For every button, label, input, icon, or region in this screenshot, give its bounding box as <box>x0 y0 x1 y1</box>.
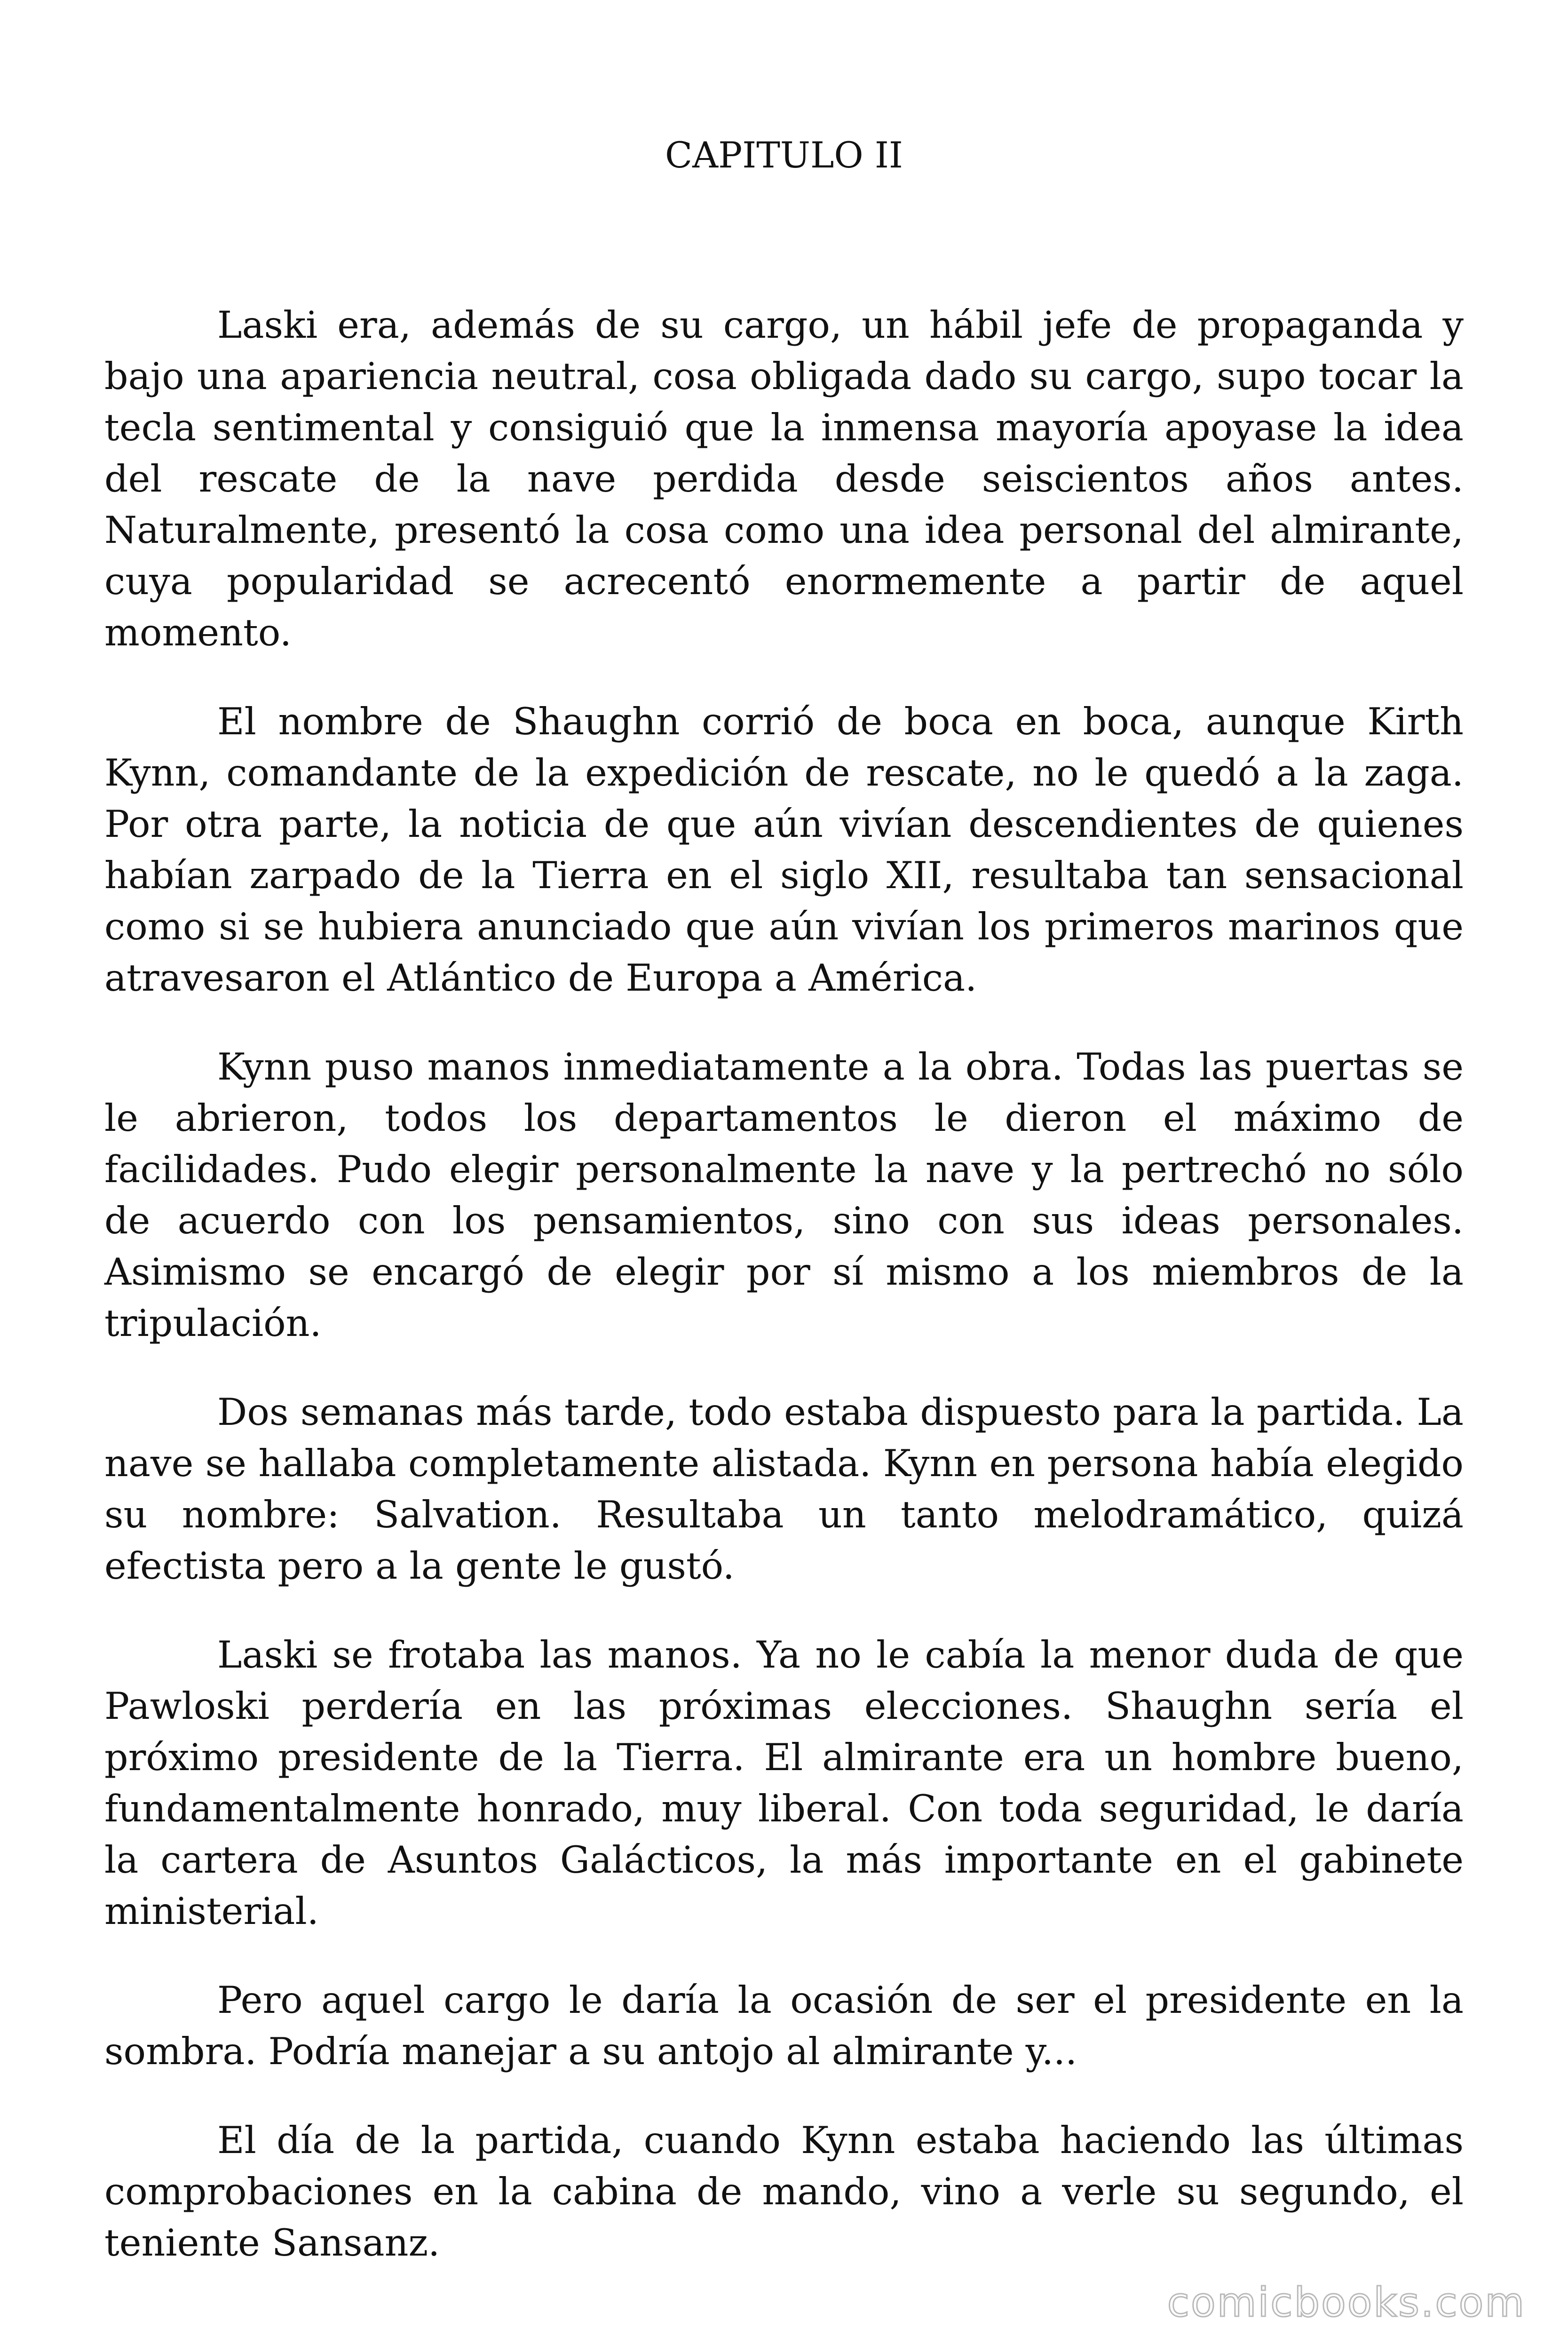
paragraph: El nombre de Shaughn corrió de boca en boca, aunque Kirth Kynn, comandante de la expedición de rescate, no le quedó a la zaga. Por otra parte, la noticia de que aún vivían descendientes de quienes habían zarpado de la Tierra en el siglo XII, resultaba tan sensacional como si se hubiera anunciado que aún vivían los primeros marinos que atravesaron el Atlántico de Europa a América. <box>104 700 1464 1000</box>
paragraph: Laski se frotaba las manos. Ya no le cabía la menor duda de que Pawloski perdería en las próximas elecciones. Shaughn sería el próximo presidente de la Tierra. El almirante era un hombre bueno, fundamentalmente honrado, muy liberal. Con toda seguridad, le daría la cartera de Asuntos Galácticos, la más importante en el gabinete ministerial. <box>104 1633 1464 1933</box>
chapter-body <box>104 300 1464 2269</box>
paragraph: Kynn puso manos inmediatamente a la obra. Todas las puertas se le abrieron, todos los departamentos le dieron el máximo de facilidades. Pudo elegir personalmente la nave y la pertrechó no sólo de acuerdo con los pensamientos, sino con sus ideas personales. Asimismo se encargó de elegir por sí mismo a los miembros de la tripulación. <box>104 1045 1464 1345</box>
chapter-title: CAPITULO II <box>665 134 903 176</box>
paragraph: Pero aquel cargo le daría la ocasión de ser el presidente en la sombra. Podría manejar a su antojo al almirante y... <box>104 1979 1464 2073</box>
paragraph: El día de la partida, cuando Kynn estaba haciendo las últimas comprobaciones en la cabina de mando, vino a verle su segundo, el teniente Sansanz. <box>104 2119 1464 2265</box>
paragraph: Dos semanas más tarde, todo estaba dispuesto para la partida. La nave se hallaba completamente alistada. Kynn en persona había elegido su nombre: Salvation. Resultaba un tanto melodramático, quizá efectista pero a la gente le gustó. <box>104 1391 1464 1588</box>
paragraph: Laski era, además de su cargo, un hábil jefe de propaganda y bajo una apariencia neutral, cosa obligada dado su cargo, supo tocar la tecla sentimental y consiguió que la inmensa mayoría apoyase la idea del rescate de la nave perdida desde seiscientos años antes. Naturalmente, presentó la cosa como una idea personal del almirante, cuya popularidad se acrecentó enormemente a partir de aquel momento. <box>104 303 1464 654</box>
watermark: comicbooks.com <box>1167 2279 1526 2326</box>
